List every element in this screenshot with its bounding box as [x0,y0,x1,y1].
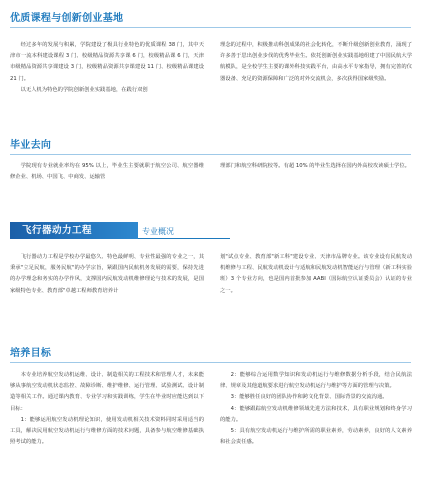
paragraph: 经过多年的发展与积累，学院建设了极具行业特色的优质课程 38 门，其中天津市一流本科建设课程 3 门、校级精品资源共享课 6 门，校级精品课 6 门，天津市级精品资源共享课建设 3 门，校级精品资源共享课建设 11 门、校级精品课建设 21 门。 [10,42,204,82]
destination-left-column [10,161,204,185]
paragraph: 理念的过程中，积极推动科创成果的社会化转化，不断升级创新创业教育，涌现了许多善于思出创业步伐的优秀毕业生。依托创新创业实践基地组建了中国民航大学航模队，是全校学生主要的课外科技实践平台，由高水平专家指导，拥有完善的仪器设备、充足的资源保障和广泛的对外交流机会，多次获得国家级奖励。 [220,42,412,82]
section-title-destination: 毕业去向 [10,140,52,151]
base-right-column [220,40,412,113]
major-banner-subtitle: 专业概况 [142,227,174,236]
major-right-column [220,252,412,319]
paragraph: 飞行器动力工程是学校办学最悠久、特色最鲜明、专业性最强的专业之一，其秉承"立足民航，服务民航"的办学宗旨，紧跟国内民航机务发展的需要，保持先进的办学理念和务实的办学作风，支撑国内民航发动机维修理论与技术的发展，是国家级特色专业、教育部"卓越工程师教育培养计 [10,254,204,294]
base-left-column [10,40,204,113]
paragraph: 划"试点专业、教育部"新工科"建设专业、天津市品牌专业。该专业设有民航发动机维修与工程、民航发动机设计与适航和民航发动机智能运行与管理（新工科实验班）3 个专业方向，也是国内首批参加 AABI（国际航空认证委员会）认证的专业之一。 [220,254,412,294]
goals-left-column [10,370,204,494]
section-divider [10,362,411,363]
paragraph: 3：能够胜任良好的团队协作和跨文化背景、国际背景的交流沟通。 [230,394,388,401]
paragraph: 理部门和航空科研院校等。有超 10% 的毕业生选择在国内外高校攻读硕士学位。 [220,163,410,169]
paragraph: 本专业培养航空发动机运维、设计、制造相关的工程技术和管理人才，未来能够从事航空发动机状态监控、故障诊断、维护维修、运行管理、试验测试、设计制造等相关工作。通过课内教育、专业学习和实践训练，学生在毕业时应能达到以下目标： [10,372,204,412]
paragraph: 4：能够跟踪航空发动机维修领域先进方法和技术，具有职业规划和终身学习的能力。 [220,405,412,423]
destination-right-column [220,161,412,185]
section-title-goals: 培养目标 [10,348,52,359]
paragraph: 1：能够运用航空发动机理论知识，使用发动机相关技术资料同时采用适当的工具，解决民用航空发动机运行与维修方面的技术问题，具备参与航空维修基础执照考试的能力。 [10,416,204,446]
section-title-base: 优质课程与创新创业基地 [10,13,124,24]
paragraph: 2：能够综合运用数学知识和发动机运行与维修数据分析手段，结合民航法律、规章及其他道航要求进行航空发动机运行与维护等方面的管理与决策。 [220,372,412,390]
section-divider [10,154,411,155]
banner-underline [138,238,230,239]
section-divider [10,27,411,28]
paragraph: 学院现有专业就业率均在 95% 以上，毕业生主要就职于航空公司、航空器维修企业、机场、中国飞、中商发、运输管 [10,163,204,181]
paragraph: 以无人机为特色的学院创新创业实践基地，在践行双创 [20,86,148,93]
paragraph: 5：具有航空发动机运行与维护所需的职业素养，劳动素养，良好的人文素养和社会责任感。 [220,428,412,446]
major-left-column [10,252,204,319]
major-banner: 飞行器动力工程 [10,222,138,239]
goals-right-column [220,370,412,494]
